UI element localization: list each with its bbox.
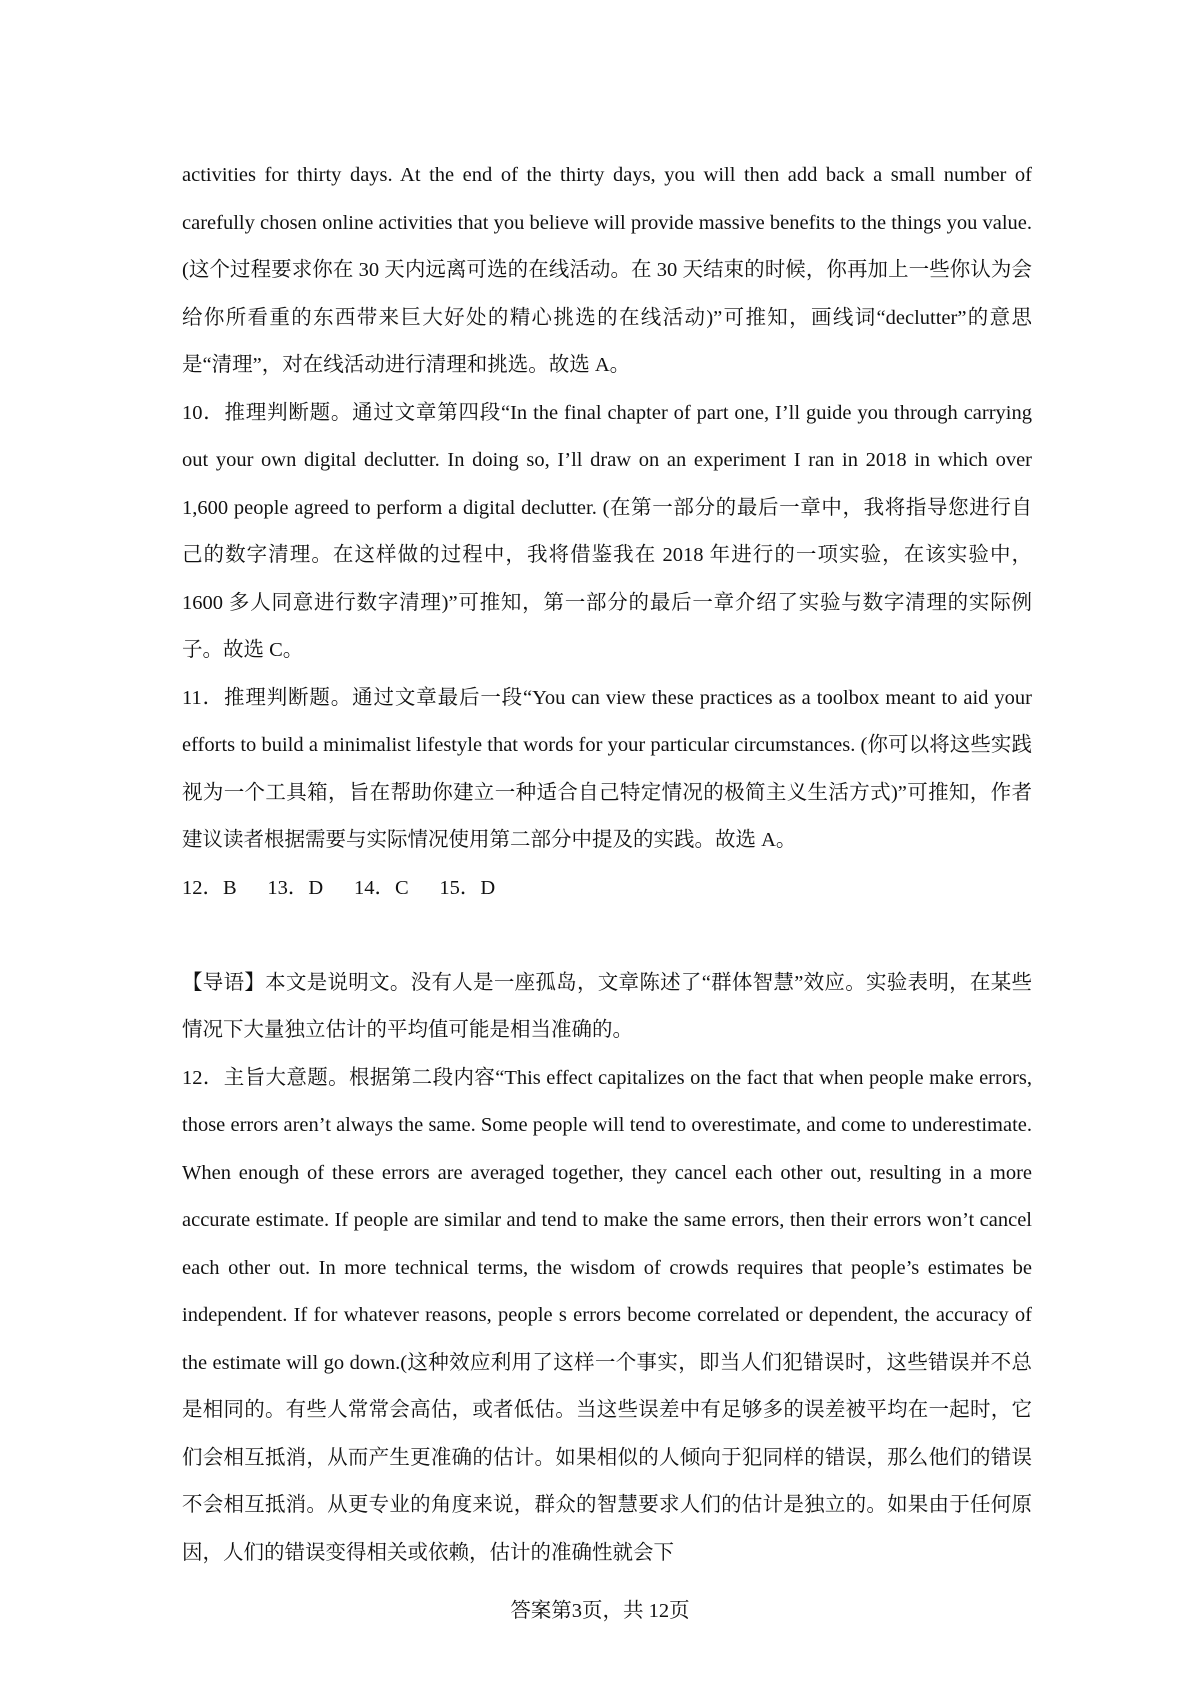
- page-body: [182, 152, 1032, 1577]
- passage-intro: 【导语】本文是说明文。没有人是一座孤岛，文章陈述了“群体智慧”效应。实验表明，在某些情况下大量独立估计的平均值可能是相当准确的。: [182, 971, 1032, 1041]
- paragraph-q12-explanation: 12．主旨大意题。根据第二段内容“This effect capitalizes on the fact that when people make errors, those errors aren’t always the same. Some people will tend to overestimate, and come to underestimate. When enough of these errors are averaged together, they cancel each other out, resulting in a more accurate estimate. If people are similar and tend to make the same errors, then their errors won’t cancel each other out. In more technical terms, the wisdom of crowds requires that people’s estimates be independent. If for whatever reasons, people s errors become correlated or dependent, the accuracy of the estimate will go down.(这种效应利用了这样一个事实，即当人们犯错误时，这些错误并不总是相同的。有些人常常会高估，或者低估。当这些误差中有足够多的误差被平均在一起时，它们会相互抵消，从而产生更准确的估计。如果相似的人倾向于犯同样的错误，那么他们的错误不会相互抵消。从更专业的角度来说，群众的智慧要求人们的估计是独立的。如果由于任何原因，人们的错误变得相关或依赖，估计的准确性就会下: [182, 1066, 1032, 1564]
- page-footer: 答案第3页，共 12页: [510, 1600, 690, 1622]
- paragraph-q10-explanation: 10．推理判断题。通过文章第四段“In the final chapter of part one, I’ll guide you through carrying out your own digital declutter. In doing so, I’ll draw on an experiment I ran in 2018 in which over 1,600 people agreed to perform a digital declutter. (在第一部分的最后一章中，我将指导您进行自己的数字清理。在这样做的过程中，我将借鉴我在 2018 年进行的一项实验，在该实验中，1600 多人同意进行数字清理)”可推知，第一部分的最后一章介绍了实验与数字清理的实际例子。故选 C。: [182, 401, 1032, 661]
- section-spacer: [182, 912, 1032, 960]
- paragraph-q11-explanation: 11．推理判断题。通过文章最后一段“You can view these practices as a toolbox meant to aid your efforts to build a minimalist lifestyle that words for your particular circumstances. (你可以将这些实践视为一个工具箱，旨在帮助你建立一种适合自己特定情况的极简主义生活方式)”可推知，作者建议读者根据需要与实际情况使用第二部分中提及的实践。故选 A。: [182, 686, 1032, 851]
- paragraph-q9-continuation: activities for thirty days. At the end of the thirty days, you will then add back a small number of carefully chosen online activities that you believe will provide massive benefits to the things you value. (这个过程要求你在 30 天内远离可选的在线活动。在 30 天结束的时候，你再加上一些你认为会给你所看重的东西带来巨大好处的精心挑选的在线活动)”可推知，画线词“declutter”的意思是“清理”，对在线活动进行清理和挑选。故选 A。: [182, 164, 1032, 376]
- answer-key-line: 12．B 13．D 14．C 15．D: [182, 876, 496, 899]
